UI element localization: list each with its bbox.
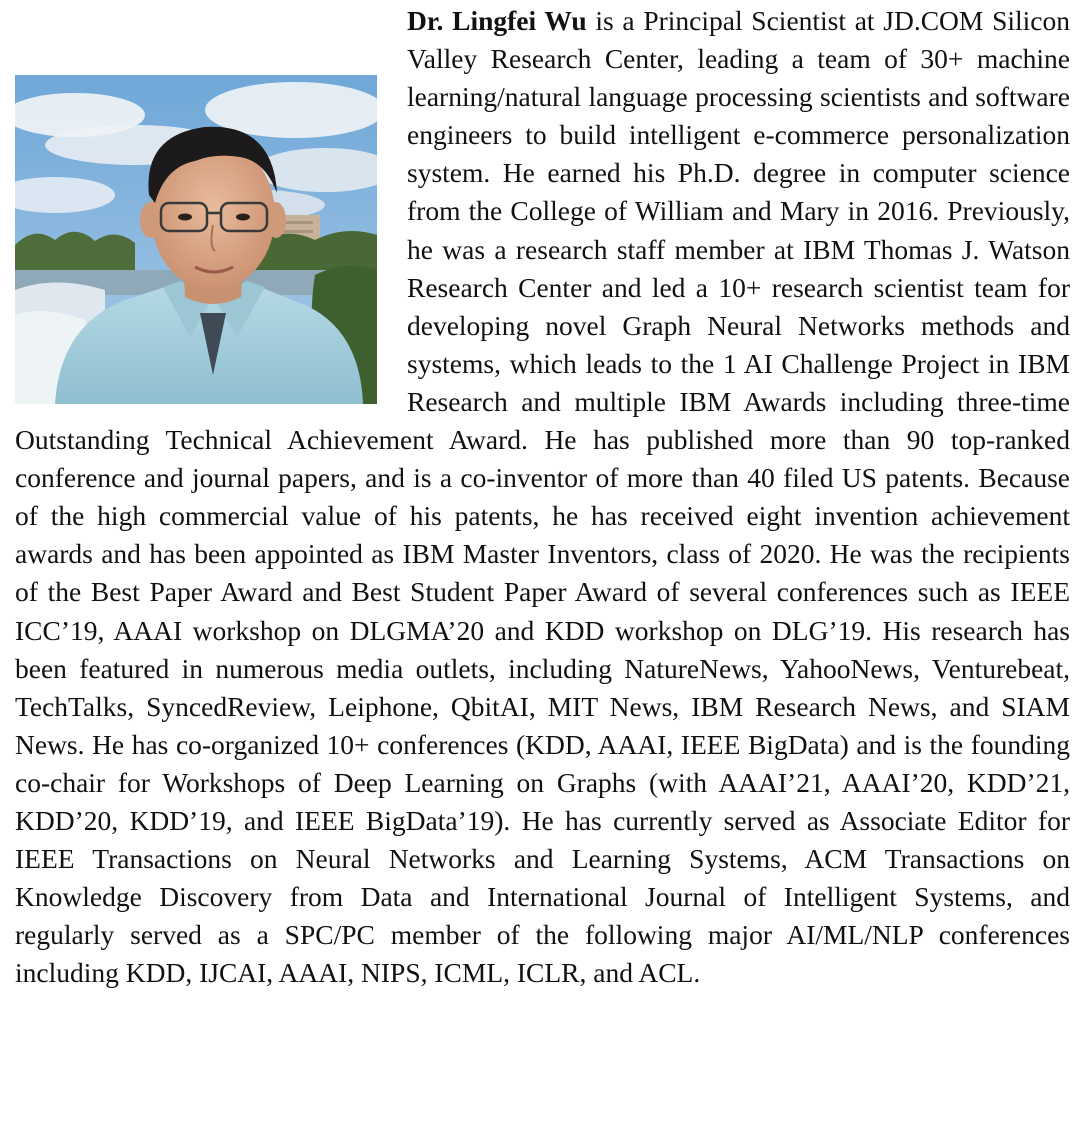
author-bio [15, 2, 1070, 992]
author-name: Dr. Lingfei Wu [407, 5, 587, 36]
author-photo [15, 75, 377, 404]
bio-text: is a Principal Scientist at JD.COM Silicon Valley Research Center, leading a team of 30+ machine learning/natural language processing scientists and software engineers to build intelligent e-commerce personalization system. He earned his Ph.D. degree in computer science from the College of William and Mary in 2016. Previously, he was a research staff member at IBM Thomas J. Watson Research Center and led a 10+ research scientist team for developing novel Graph Neural Networks methods and systems, which leads to the 1 AI Challenge Project in IBM Research and multiple IBM Awards including three-time Outstanding Technical Achievement Award. He has published more than 90 top-ranked conference and journal papers, and is a co-inventor of more than 40 filed US patents. Because of the high commercial value of his patents, he has received eight invention achievement awards and has been appointed as IBM Master Inventors, class of 2020. He was the recipients of the Best Paper Award and Best Student Paper Award of several conferences such as IEEE ICC’19, AAAI workshop on DLGMA’20 and KDD workshop on DLG’19. His research has been featured in numerous media outlets, including NatureNews, YahooNews, Venturebeat, TechTalks, SyncedReview, Leiphone, QbitAI, MIT News, IBM Research News, and SIAM News. He has co-organized 10+ conferences (KDD, AAAI, IEEE BigData) and is the founding co-chair for Workshops of Deep Learning on Graphs (with AAAI’21, AAAI’20, KDD’21, KDD’20, KDD’19, and IEEE BigData’19). He has currently served as Associate Editor for IEEE Transactions on Neural Networks and Learning Systems, ACM Transactions on Knowledge Discovery from Data and International Journal of Intelligent Systems, and regularly served as a SPC/PC member of the following major AI/ML/NLP conferences including KDD, IJCAI, AAAI, NIPS, ICML, ICLR, and ACL. [15, 5, 1070, 989]
